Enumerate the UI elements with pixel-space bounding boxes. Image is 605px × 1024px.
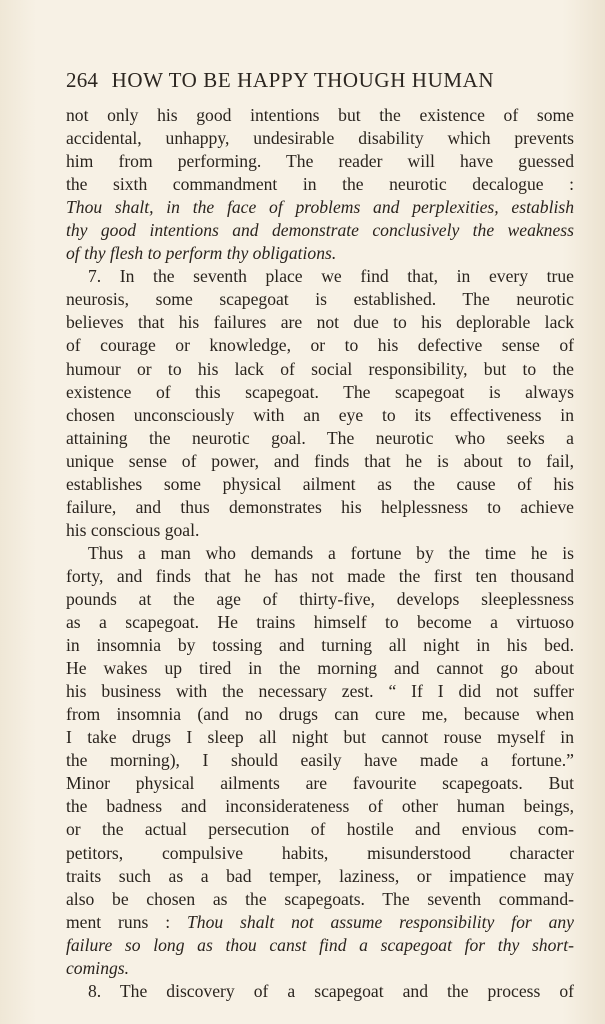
text-line-content: not only his good intentions but the existence of some <box>66 105 574 125</box>
text-line-content: as a scapegoat. He trains himself to become a virtuoso <box>66 612 574 633</box>
text-line <box>66 911 574 934</box>
text-line-content: I take drugs I sleep all night but cannot rouse myself in <box>66 727 574 748</box>
text-line <box>66 865 574 888</box>
text-line-content: neurosis, some scapegoat is established. The neurotic <box>66 289 574 310</box>
text-line <box>66 288 574 311</box>
text-line <box>66 749 574 772</box>
text-line <box>66 934 574 957</box>
text-line-content: failure so long as thou canst find a scapegoat for thy short- <box>66 934 574 955</box>
text-line <box>66 588 574 611</box>
text-line-content: accidental, unhappy, undesirable disability which prevents <box>66 128 574 149</box>
text-line-content: the badness and inconsiderateness of other human beings, <box>66 796 574 817</box>
text-line <box>66 703 574 726</box>
text-line-content: the morning), I should easily have made a fortune.” <box>66 750 574 771</box>
text-line <box>66 265 574 288</box>
text-line <box>66 358 574 381</box>
text-line-content: pounds at the age of thirty-five, develops sleeplessness <box>66 588 574 609</box>
text-line <box>66 542 574 565</box>
text-line <box>66 519 574 542</box>
text-line-content: comings. <box>66 957 130 978</box>
text-line-content: attaining the neurotic goal. The neurotic who seeks a <box>66 427 574 448</box>
text-line-content: his business with the necessary zest. “ If I did not suffer <box>66 681 574 702</box>
text-line <box>66 726 574 749</box>
text-line <box>66 427 574 450</box>
text-line <box>66 634 574 657</box>
text-line <box>66 957 574 980</box>
text-line-italic: Thou shalt not assume responsibility for any <box>187 911 574 932</box>
body-text <box>66 104 574 1003</box>
text-line-content: from insomnia (and no drugs can cure me, because when <box>66 704 574 725</box>
text-line-content: Minor physical ailments are favourite scapegoats. But <box>66 773 574 794</box>
text-line <box>66 381 574 404</box>
text-line <box>66 842 574 865</box>
text-line <box>66 334 574 357</box>
text-line-content: his conscious goal. <box>66 519 200 540</box>
text-line <box>66 611 574 634</box>
text-line-content: ment runs : <box>66 911 171 932</box>
text-line-content: the sixth commandment in the neurotic decalogue : <box>66 174 574 195</box>
text-line <box>66 219 574 242</box>
text-line-content: also be chosen as the scapegoats. The seventh command- <box>66 888 574 909</box>
text-line-content: forty, and finds that he has not made the first ten thousand <box>66 565 574 586</box>
text-line <box>66 980 574 1003</box>
text-line-content: unique sense of power, and finds that he is about to fail, <box>66 450 574 471</box>
text-line-content: failure, and thus demonstrates his helplessness to achieve <box>66 496 574 517</box>
text-line-content: humour or to his lack of social responsibility, but to the <box>66 358 574 379</box>
text-line-content: establishes some physical ailment as the cause of his <box>66 473 574 494</box>
text-line-content: chosen unconsciously with an eye to its effectiveness in <box>66 404 574 425</box>
text-line <box>66 404 574 427</box>
page-number: 264 <box>66 68 99 92</box>
text-line <box>66 657 574 680</box>
text-line <box>66 680 574 703</box>
text-line-content: or the actual persecution of hostile and envious com- <box>66 819 574 840</box>
text-line-content: believes that his failures are not due to his deplorable lack <box>66 312 574 333</box>
running-head <box>66 68 578 93</box>
text-line <box>66 795 574 818</box>
text-line-content: petitors, compulsive habits, misunderstood character <box>66 842 574 863</box>
text-line <box>66 496 574 519</box>
text-line-content: of thy flesh to perform thy obligations. <box>66 243 337 264</box>
text-line <box>66 104 574 127</box>
text-line-content: thy good intentions and demonstrate conclusively the weakness <box>66 220 574 241</box>
text-line-content: He wakes up tired in the morning and cannot go about <box>66 658 574 679</box>
text-line <box>66 473 574 496</box>
text-line <box>66 818 574 841</box>
text-line <box>66 450 574 473</box>
text-line <box>66 772 574 795</box>
text-line <box>66 565 574 588</box>
text-line-content: in insomnia by tossing and turning all night in his bed. <box>66 635 574 656</box>
running-title: HOW TO BE HAPPY THOUGH HUMAN <box>111 68 495 92</box>
text-line-content: him from performing. The reader will have guessed <box>66 151 574 172</box>
text-line <box>66 150 574 173</box>
text-line-content: existence of this scapegoat. The scapegoat is always <box>66 381 574 402</box>
text-line-content: 7. In the seventh place we find that, in every true <box>88 266 574 287</box>
text-line <box>66 242 574 265</box>
text-line <box>66 173 574 196</box>
text-line <box>66 127 574 150</box>
text-line-content: Thus a man who demands a fortune by the time he is <box>88 542 574 563</box>
text-line-content: 8. The discovery of a scapegoat and the process of <box>88 980 574 1001</box>
text-line-content: traits such as a bad temper, laziness, or impatience may <box>66 865 574 886</box>
text-line <box>66 311 574 334</box>
text-line <box>66 888 574 911</box>
text-line-content: Thou shalt, in the face of problems and perplexities, establish <box>66 197 574 218</box>
text-line <box>66 196 574 219</box>
text-line-content: of courage or knowledge, or to his defective sense of <box>66 335 574 356</box>
